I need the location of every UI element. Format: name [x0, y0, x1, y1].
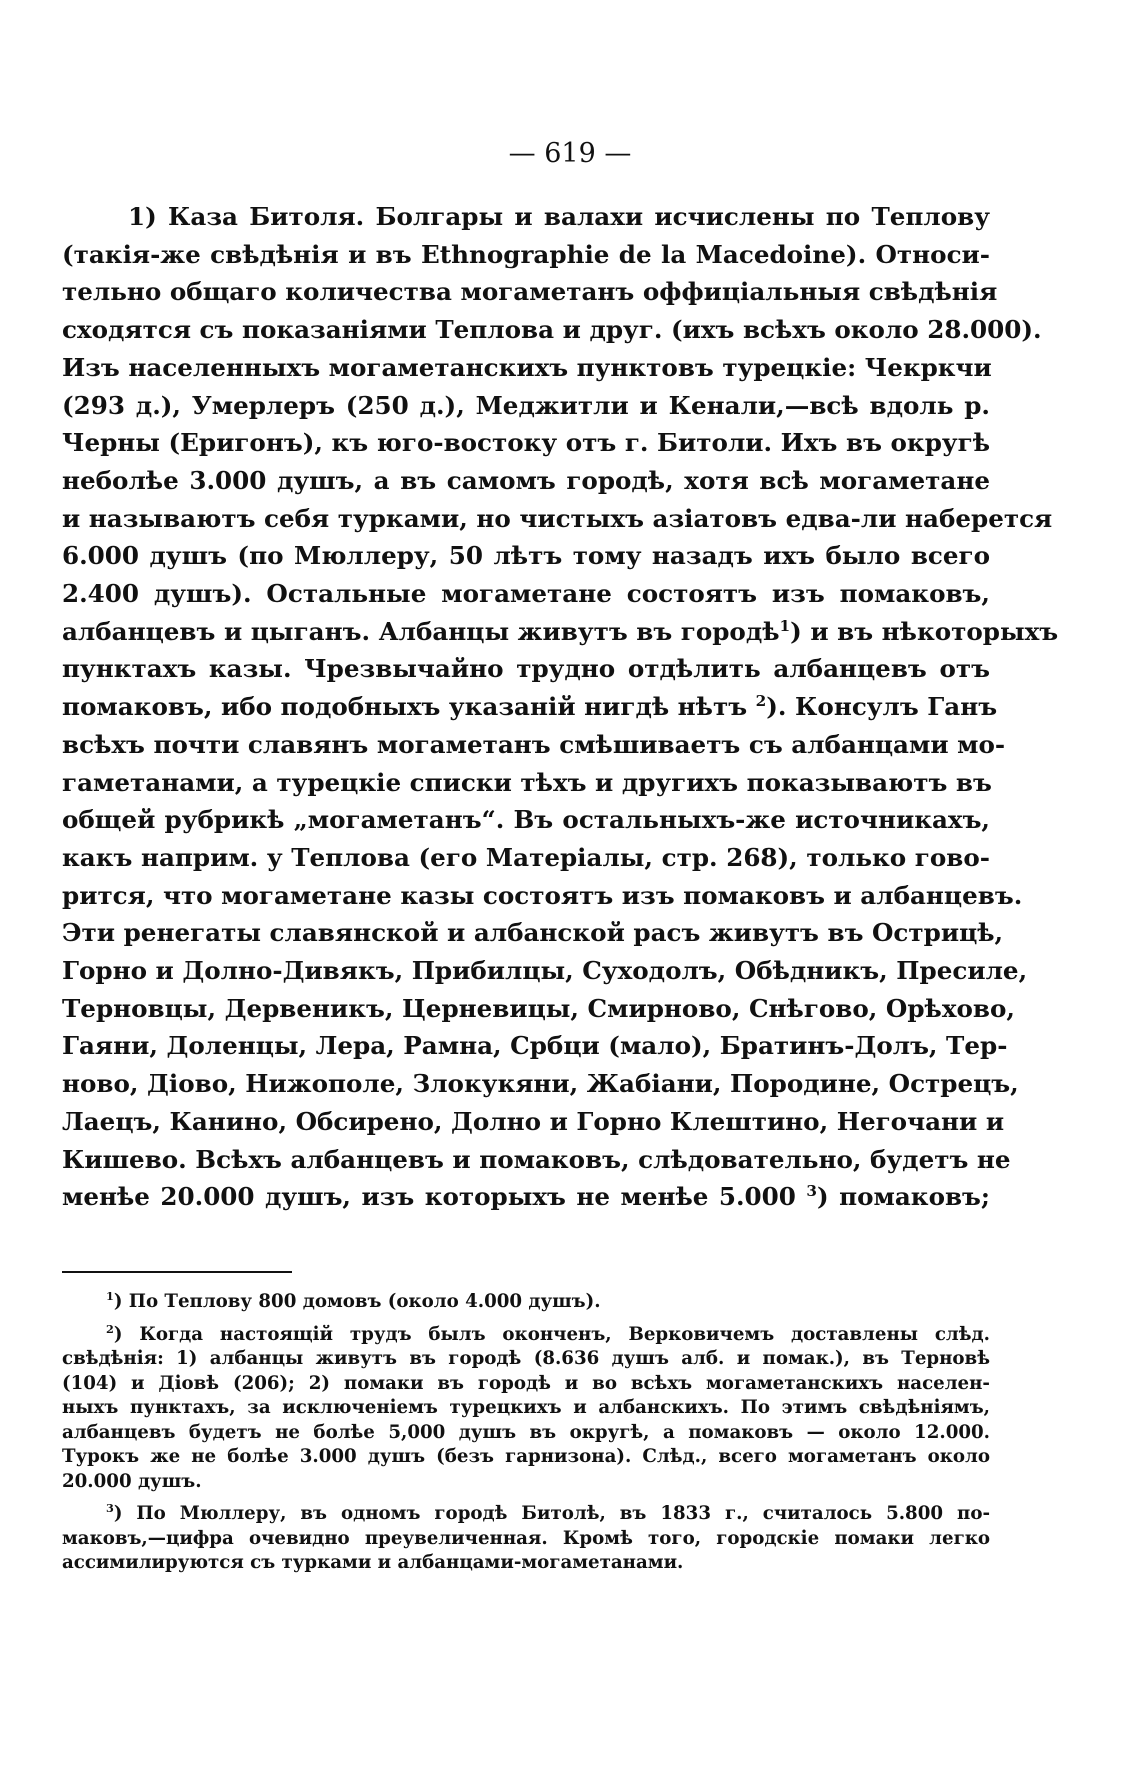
text-fragment: ). Консулъ Ганъ — [766, 692, 998, 722]
text-fragment: помаковъ, ибо подобныхъ указаній нигдѣ нѣтъ — [62, 692, 756, 722]
footnote-line — [62, 1290, 990, 1315]
text-line: Эти ренегаты славянской и албанской расъ живутъ въ Острицѣ, — [62, 918, 1004, 948]
text-line — [62, 688, 998, 726]
main-text — [62, 198, 1059, 1216]
footnote-line: 20.000 душъ. — [62, 1470, 202, 1492]
footnote-3 — [62, 1502, 990, 1576]
footnotes — [62, 1290, 990, 1584]
footnote-line — [62, 1323, 990, 1348]
text-line: неболѣе 3.000 душъ, а въ самомъ городѣ, хотя всѣ могаметане — [62, 465, 990, 495]
footnote-2 — [62, 1323, 990, 1495]
footnote-line: свѣдѣнія: 1) албанцы живутъ въ городѣ (8.636 душъ алб. и помак.), въ Терновѣ — [62, 1348, 990, 1369]
text-line: Черны (Еригонъ), къ юго-востоку отъ г. Битоли. Ихъ въ округѣ — [62, 428, 990, 458]
text-fragment: албанцевъ и цыганъ. Албанцы живутъ въ городѣ — [62, 616, 780, 646]
text-line: (293 д.), Умерлеръ (250 д.), Меджитли и Кенали,—всѣ вдоль р. — [62, 390, 990, 420]
text-line: пунктахъ казы. Чрезвычайно трудно отдѣлить албанцевъ отъ — [62, 654, 990, 684]
footnote-line: ныхъ пунктахъ, за исключеніемъ турецкихъ и албанскихъ. По этимъ свѣдѣніямъ, — [62, 1397, 990, 1418]
text-line: (такія-же свѣдѣнія и въ Ethnographie de la Macedoine). Относи- — [62, 239, 990, 269]
text-line: сходятся съ показаніями Теплова и друг. (ихъ всѣхъ около 28.000). — [62, 315, 1042, 345]
text-line: и называютъ себя турками, но чистыхъ азіатовъ едва-ли наберется — [62, 503, 1053, 533]
footnote-text: ) Когда настоящій трудъ былъ оконченъ, Верковичемъ доставлены слѣд. — [113, 1323, 990, 1345]
footnote-text: ) По Мюллеру, въ одномъ городѣ Битолѣ, въ 1833 г., считалось 5.800 по- — [113, 1503, 990, 1524]
text-line: 6.000 душъ (по Мюллеру, 50 лѣтъ тому назадъ ихъ было всего — [62, 541, 990, 571]
text-fragment: менѣе 20.000 душъ, изъ которыхъ не менѣе 5.000 — [62, 1182, 807, 1212]
text-line: тельно общаго количества могаметанъ оффиціальныя свѣдѣнія — [62, 277, 998, 307]
text-line: рится, что могаметане казы состоятъ изъ помаковъ и албанцевъ. — [62, 880, 1023, 910]
footnote-marker-3: 3 — [106, 1501, 114, 1516]
text-line: общей рубрикѣ „могаметанъ“. Въ остальныхъ-же источникахъ, — [62, 805, 990, 835]
footnote-line — [62, 1502, 990, 1527]
footnote-divider — [62, 1271, 292, 1273]
text-line: 1) Каза Битоля. Болгары и валахи исчислены по Теплову — [128, 202, 990, 231]
text-fragment: ) и въ нѣкоторыхъ — [790, 616, 1059, 646]
text-line: Изъ населенныхъ могаметанскихъ пунктовъ турецкіе: Чекркчи — [62, 352, 992, 382]
text-line: гаметанами, а турецкіе списки тѣхъ и другихъ показываютъ въ — [62, 767, 992, 797]
text-line: какъ наприм. у Теплова (его Матеріалы, стр. 268), только гово- — [62, 842, 990, 872]
text-line: Гаяни, Доленцы, Лера, Рамна, Србци (мало), Братинъ-Долъ, Тер- — [62, 1031, 1008, 1061]
footnote-marker-1: 1 — [106, 1289, 114, 1304]
text-line — [62, 1178, 990, 1216]
footnote-line: ассимилируются съ турками и албанцами-могаметанами. — [62, 1552, 684, 1573]
text-line: Лаецъ, Канино, Обсирено, Долно и Горно Клештино, Негочани и — [62, 1106, 1005, 1136]
footnote-line: Турокъ же не болѣе 3.000 душъ (безъ гарнизона). Слѣд., всего могаметанъ около — [62, 1446, 990, 1467]
footnote-line: маковъ,—цифра очевидно преувеличенная. Кромѣ того, городскіе помаки легко — [62, 1527, 990, 1549]
text-line: всѣхъ почти славянъ могаметанъ смѣшиваетъ съ албанцами мо- — [62, 729, 1006, 759]
footnote-ref-1[interactable]: 1 — [779, 616, 791, 635]
footnote-ref-2[interactable]: 2 — [755, 692, 767, 710]
footnote-text: ) По Теплову 800 домовъ (около 4.000 душъ). — [113, 1291, 601, 1312]
text-line: Горно и Долно-Дивякъ, Прибилцы, Суходолъ, Обѣдникъ, Пресиле, — [62, 956, 1028, 986]
text-line: ново, Діово, Нижополе, Злокукяни, Жабіани, Породине, Острецъ, — [62, 1069, 1019, 1099]
page-number: — 619 — — [508, 138, 632, 169]
footnote-ref-3[interactable]: 3 — [806, 1182, 817, 1201]
text-line: 2.400 душъ). Остальные могаметане состоятъ изъ помаковъ, — [62, 579, 990, 609]
text-line: Терновцы, Дервеникъ, Церневицы, Смирново, Снѣгово, Орѣхово, — [62, 993, 1015, 1023]
text-line: Кишево. Всѣхъ албанцевъ и помаковъ, слѣдовательно, будетъ не — [62, 1144, 1011, 1174]
footnote-1 — [62, 1290, 990, 1315]
footnote-line: албанцевъ будетъ не болѣе 5,000 душъ въ округѣ, а помаковъ — около 12.000. — [62, 1421, 990, 1443]
text-line — [62, 613, 1059, 651]
footnote-line: (104) и Діовѣ (206); 2) помаки въ городѣ и во всѣхъ могаметанскихъ населен- — [62, 1372, 990, 1394]
text-fragment: ) помаковъ; — [817, 1182, 990, 1212]
footnote-marker-2: 2 — [106, 1321, 114, 1336]
